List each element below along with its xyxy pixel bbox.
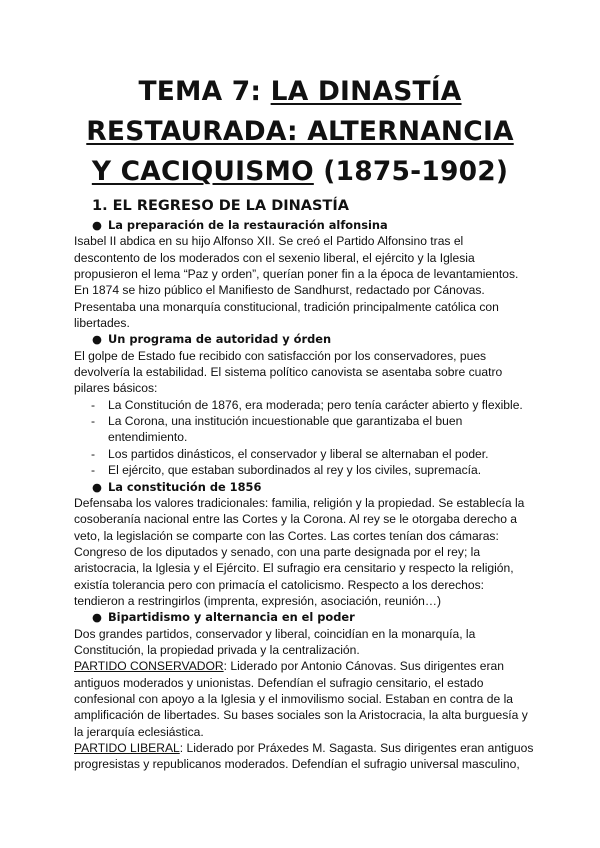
list-item-text: La Constitución de 1876, era moderada; pero tenía carácter abierto y flexible.	[108, 397, 523, 412]
party-description: : Liderado por Práxedes M. Sagasta. Sus dirigentes eran antiguos	[179, 741, 534, 755]
paragraph-line: devolvería la estabilidad. El sistema político canovista se asentaba sobre cuatro	[74, 365, 503, 380]
subsection-heading-text: Un programa de autoridad y órden	[108, 332, 332, 347]
document-body	[74, 197, 534, 773]
paragraph-line: cosoberanía nacional entre las Cortes y la Corona. Al rey se le otorgaba derecho a	[74, 512, 518, 527]
title-underlined-3: Y CACIQUISMO	[91, 156, 314, 187]
paragraph-line: El golpe de Estado fue recibido con satisfacción por los conservadores, pues	[74, 348, 487, 363]
party-label-conservador: PARTIDO CONSERVADOR	[74, 659, 224, 674]
paragraph-line: antiguos moderados y unionistas. Defendían el sufragio censitario, el estado	[74, 675, 484, 690]
list-item	[74, 413, 534, 429]
subsection-heading	[74, 479, 534, 495]
paragraph-line: Constitución, la propiedad privada y la centralización.	[74, 642, 360, 657]
list-item-text: El ejército, que estaban subordinados al rey y los civiles, supremacía.	[108, 463, 482, 478]
paragraph-line: confesional con apoyo a la Iglesia y el inmovilismo social. Estaban en contra de la	[74, 691, 513, 706]
paragraph-line: libertades.	[74, 316, 130, 331]
subsection-heading-text: La constitución de 1856	[108, 479, 262, 494]
paragraph-line	[74, 658, 534, 674]
paragraph-line: aristocracia, la Iglesia y el Ejército. El sufragio era censitario y respecto la religión,	[74, 561, 514, 576]
list-item	[74, 462, 534, 478]
list-item-continuation: entendimiento.	[108, 430, 188, 445]
subsection-heading	[74, 217, 534, 233]
title-underlined-2: RESTAURADA: ALTERNANCIA	[86, 116, 514, 147]
paragraph-line: descontento de los moderados con el sexenio liberal, el ejército y la Iglesia	[74, 250, 475, 265]
section-heading: 1. EL REGRESO DE LA DINASTÍA	[92, 198, 349, 214]
party-label-liberal: PARTIDO LIBERAL	[74, 741, 180, 755]
dash-marker: -	[91, 463, 96, 478]
dash-marker: -	[91, 397, 96, 412]
subsection-heading-text: La preparación de la restauración alfonsina	[108, 218, 388, 232]
paragraph-line: tendieron a restringirlos (imprenta, expresión, asociación, reunión…)	[74, 593, 442, 608]
dash-marker: -	[91, 414, 96, 429]
paragraph-line: Presentaba una monarquía constitucional, tradición principalmente católica con	[74, 299, 499, 314]
paragraph-line: En 1874 se hizo público el Manifiesto de Sandhurst, redactado por Cánovas.	[74, 283, 485, 298]
paragraph-line: progresistas y republicanos moderados. Defendían el sufragio universal masculino,	[74, 757, 520, 772]
paragraph-line: la jerarquía eclesiástica.	[74, 724, 204, 739]
bullet-icon: ●	[92, 332, 102, 347]
paragraph-line: veto, la legislación se comparte con las Cortes. Las cortes tenían dos cámaras:	[74, 528, 499, 543]
paragraph-line: Congreso de los diputados y senado, con una parte designada por el rey; la	[74, 544, 481, 559]
paragraph-line: Defensaba los valores tradicionales: familia, religión y la propiedad. Se establecía la	[74, 495, 525, 510]
bullet-icon: ●	[92, 218, 102, 232]
paragraph-line: pilares básicos:	[74, 381, 158, 396]
paragraph-line	[74, 740, 534, 756]
bullet-icon: ●	[92, 610, 102, 625]
paragraph-line: amplificación de libertades. Su bases sociales son la Aristocracia, la alta burguesía y	[74, 708, 528, 723]
bullet-icon: ●	[92, 479, 102, 494]
list-item	[74, 446, 534, 462]
party-description: : Liderado por Antonio Cánovas. Sus dirigentes eran	[223, 659, 504, 674]
list-item-text: La Corona, una institución incuestionable que garantizaba el buen	[108, 414, 463, 429]
dash-marker: -	[91, 446, 96, 461]
title-prefix: TEMA 7:	[138, 76, 271, 107]
document-title	[60, 72, 540, 192]
title-underlined-1: LA DINASTÍA	[270, 76, 462, 107]
subsection-heading-text: Bipartidismo y alternancia en el poder	[108, 610, 355, 625]
list-item	[74, 397, 534, 413]
subsection-heading	[74, 331, 534, 347]
paragraph-line: existía tolerancia pero con primacía el catolicismo. Respecto a los derechos:	[74, 577, 485, 592]
subsection-heading	[74, 609, 534, 625]
title-suffix: (1875-1902)	[313, 156, 509, 187]
paragraph-line: Isabel II abdica en su hijo Alfonso XII. Se creó el Partido Alfonsino tras el	[74, 234, 464, 249]
paragraph-line: Dos grandes partidos, conservador y liberal, coincidían en la monarquía, la	[74, 626, 476, 641]
paragraph-line: propusieron el lema “Paz y orden”, querían poner fin a la época de levantamientos.	[74, 267, 519, 282]
list-item-text: Los partidos dinásticos, el conservador y liberal se alternaban el poder.	[108, 446, 489, 461]
